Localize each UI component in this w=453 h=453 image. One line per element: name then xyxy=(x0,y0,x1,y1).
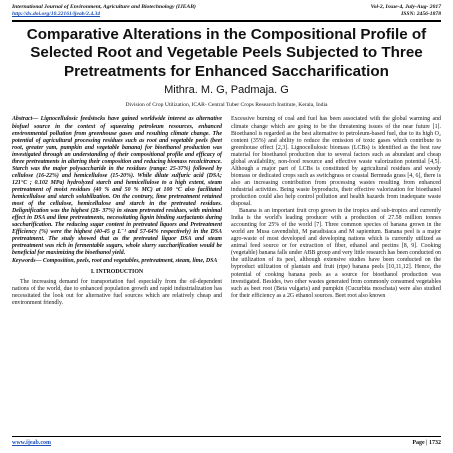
paper-title: Comparative Alterations in the Compositional Profile of Selected Root and Vegetable Peels Subjected to Three Pretreatments for Enhanced Saccharification xyxy=(26,25,427,80)
footer-rule xyxy=(12,436,441,437)
journal-name: International Journal of Environment, Agriculture and Biotechnology (IJEAB) xyxy=(12,4,196,10)
right-paragraph-1: Excessive burning of coal and fuel has been associated with the global warming and climate change which are going to be the threatening issues of the near future [1]. Bioethanol is regarded as the best alternative to petroleum-based fuel, due to its high O₂ content (35%) and ability to reduce the emission of toxic gases which contribute to greenhouse effect [2,3]. Lignocellulosic biomass (LCBs) is identified as the best raw material for bioethanol production due to several factors such as abundant and cheap global availability, non-food resource and effective waste valorization potential [4,5]. Although a major part of LCBs is constituted by agricultural residues and woody biomass or dedicated crops such as switchgrass or coastal Bermuda grass [4, 6], there is also an increasing contribution from processing wastes resulting from enhanced industrial activities. Being waste byproducts, their effective valorization for bioethanol production could also help control pollution and health hazards from inadequate waste disposal. xyxy=(231,116,441,208)
section-heading-introduction: I. INTRODUCTION xyxy=(90,269,144,276)
abstract: Abstract— Lignocellulosic feedstocks have gained worldwide interest as alternative biofuel source in the context of squeezing petroleum resources, enhanced environmental pollution from greenhouse gases and resulting climate change. The potential of agricultural processing residues such as root and vegetable peels (beet root, greater yam, pumpkin and vegetable banana) for bioethanol production was investigated through an understanding of their compositional profile and efficacy of three pretreatments in altering their composition and reducing biomass recalcitrance. Starch was the major polysaccharide in the residues (range: 25-37%) followed by cellulose (16-22%) and hemicellulose (15-20%). While dilute sulfuric acid (DSA; 121°C ; 0.102 MPa) hydrolyzed starch and hemicellulose to a high extent, steam pretreatment of moist residues (40 % and 50 % MC) at 100 °C also facilitated hemicellulose and starch solubilization. On the contrary, lime pretreatment retained most of the cellulose, hemicellulose and starch in the pretreated residues. Delignification was the highest (28- 37%) in steam pretreated residues, with minimal effect in DSA and lime pretreatments, necessitating lignin binding surfactants during saccharification. The reducing sugar content in pretreated liquors and Pretreatment Efficiency (%) were the highest (40-45 g L⁻¹ and 57-64% respectively) in the DSA pretreatment. The study showed that as the pretreated liquor DSA and steam pretreatment was rich in fermentable sugars, whole slurry saccharification would be beneficial for maximizing the bioethanol yield. xyxy=(12,116,222,257)
body-columns xyxy=(12,116,441,306)
page-footer xyxy=(12,440,441,446)
header-rule xyxy=(12,20,441,22)
authors: Mithra. M. G, Padmaja. G xyxy=(164,84,289,97)
affiliation: Division of Crop Utilization, ICAR- Central Tuber Crops Research Institute, Kerala, India xyxy=(125,102,328,109)
keywords: Keywords— Composition, peels, root and vegetables, pretreatment, steam, lime, DSA xyxy=(12,258,218,265)
left-column xyxy=(12,116,222,306)
right-paragraph-2: Banana is an important fruit crop grown in the tropics and sub-tropics and currently India is the world's leading producer with a production of 27.58 million tonnes accounting for 25% of the world [7]. Three common species of banana grown in the world are Musa cavendishii, M paradisiaca and M sapientum. Banana peel is a major agro-waste of most developed and developing nations which is currently utilized as animal feed source or for extraction of fiber, ethanol and pectins [8, 9]. Cooking (vegetable) banana falls under ABB group and very little research has been conducted on the utilization of its peel, although extensive studies have been conducted on the byproduct utilization of plantain and fruit (ripe) banana peels [10,11,12]. Hence, the potential of cooking banana peels as a source for bioethanol production was investigated. Besides, two other wastes generated from commonly consumed vegetables such as beet root (Beta vulgaris) and pumpkin (Cucurbita moschata) were also studied for their efficiency as a 2G ethanol sources. Beet root also known xyxy=(231,208,441,299)
intro-paragraph: The increasing demand for transportation fuel especially from the oil-dependent nations of the world, due to enhanced population growth and rapid industrialization has necessitated the look out for alternative fuel sources which are relatively cheap and environment friendly. xyxy=(12,278,222,306)
volume-info: Vol-2, Issue-4, July-Aug- 2017 xyxy=(370,4,441,10)
right-column xyxy=(231,116,441,306)
journal-header xyxy=(12,4,441,18)
page-number: Page | 1732 xyxy=(412,440,441,446)
issn: ISSN: 2456-1878 xyxy=(401,10,441,17)
journal-url-link[interactable]: www.ijeab.com xyxy=(12,440,51,446)
doi-link[interactable]: http://dx.doi.org/10.22161/ijeab/2.4.34 xyxy=(12,10,101,17)
